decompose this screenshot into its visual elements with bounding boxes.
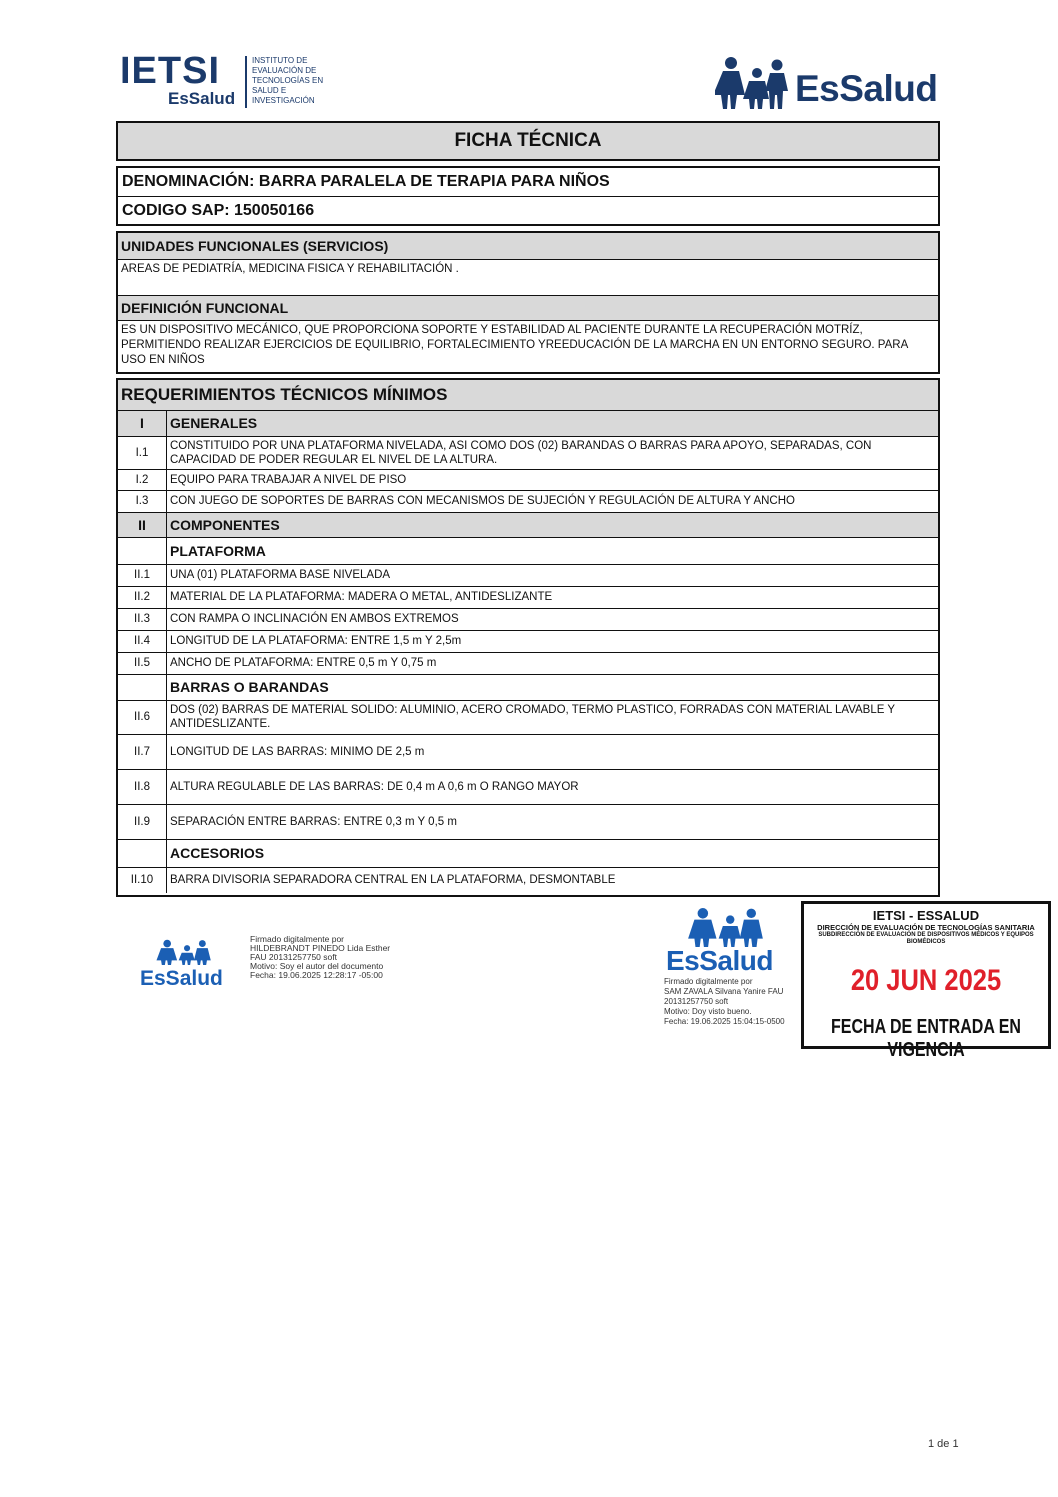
item-text: CON JUEGO DE SOPORTES DE BARRAS CON MECANISMOS DE SUJECIÓN Y REGULACIÓN DE ALTURA Y ANCHO <box>167 490 939 512</box>
table-row <box>118 804 938 839</box>
ietsi-logo-fullname: INSTITUTO DE EVALUACIÓN DE TECNOLOGÍAS EN SALUD E INVESTIGACIÓN <box>252 56 324 105</box>
ietsi-logo-word: IETSI <box>120 50 221 92</box>
subsection-label: BARRAS O BARANDAS <box>167 674 939 700</box>
item-code: I.1 <box>118 436 167 469</box>
section-row-generales <box>118 411 938 436</box>
section-code: II <box>118 512 167 537</box>
table-row <box>118 630 938 652</box>
section-code: I <box>118 411 167 436</box>
item-code: II.1 <box>118 564 167 586</box>
requirements-title: REQUERIMIENTOS TÉCNICOS MÍNIMOS <box>118 380 938 411</box>
item-text: UNA (01) PLATAFORMA BASE NIVELADA <box>167 564 939 586</box>
item-text: SEPARACIÓN ENTRE BARRAS: ENTRE 0,3 m Y 0,5 m <box>167 804 939 839</box>
family-icon <box>715 55 791 109</box>
table-row <box>118 867 938 893</box>
item-code: II.9 <box>118 804 167 839</box>
essalud-word: EsSalud <box>140 967 223 990</box>
ietsi-logo <box>120 52 340 110</box>
essalud-word: EsSalud <box>666 945 773 976</box>
item-code: II.4 <box>118 630 167 652</box>
table-row <box>118 734 938 769</box>
subsection-row-barras <box>118 674 938 700</box>
unidades-text: AREAS DE PEDIATRÍA, MEDICINA FISICA Y REHABILITACIÓN . <box>118 260 938 296</box>
essalud-logo <box>715 55 943 113</box>
table-row <box>118 769 938 804</box>
item-text: BARRA DIVISORIA SEPARADORA CENTRAL EN LA PLATAFORMA, DESMONTABLE <box>167 867 939 893</box>
item-code: II.8 <box>118 769 167 804</box>
item-text: DOS (02) BARRAS DE MATERIAL SOLIDO: ALUMINIO, ACERO CROMADO, TERMO PLASTICO, FORRADAS CON MATERIAL LAVABLE Y ANTIDESLIZANTE. <box>167 700 939 734</box>
digital-signature-2 <box>662 905 802 1030</box>
item-text: CON RAMPA O INCLINACIÓN EN AMBOS EXTREMOS <box>167 608 939 630</box>
stamp-date: 20 JUN 2025 <box>850 964 1002 997</box>
item-text: LONGITUD DE LAS BARRAS: MINIMO DE 2,5 m <box>167 734 939 769</box>
denominacion: DENOMINACIÓN: BARRA PARALELA DE TERAPIA PARA NIÑOS <box>122 173 610 190</box>
item-text: MATERIAL DE LA PLATAFORMA: MADERA O METAL, ANTIDESLIZANTE <box>167 586 939 608</box>
stamp-subdirection: SUBDIRECCIÓN DE EVALUACIÓN DE DISPOSITIVOS MÉDICOS Y EQUIPOS BIOMÉDICOS <box>818 932 1034 945</box>
table-row <box>118 469 938 490</box>
requirements-box <box>116 378 940 897</box>
table-row <box>118 586 938 608</box>
item-code: II.3 <box>118 608 167 630</box>
stamp-direction: DIRECCIÓN DE EVALUACIÓN DE TECNOLOGÍAS SANITARIA <box>817 923 1035 932</box>
item-text: LONGITUD DE LA PLATAFORMA: ENTRE 1,5 m Y 2,5m <box>167 630 939 652</box>
item-code: I.3 <box>118 490 167 512</box>
logo-divider <box>245 56 247 108</box>
document-title: FICHA TÉCNICA <box>116 121 940 161</box>
definicion-text: ES UN DISPOSITIVO MECÁNICO, QUE PROPORCIONA SOPORTE Y ESTABILIDAD AL PACIENTE DURANTE LA RECUPERACIÓN MOTRÍZ, PERMITIENDO REALIZAR EJERCICIOS DE EQUILIBRIO, FORTALECIMIENTO YREEDUCACIÓN DE LA MARCHA EN UN ENTORNO SEGURO. PARA USO EN NIÑOS <box>121 324 908 366</box>
table-row <box>118 490 938 512</box>
subsection-row-accesorios <box>118 839 938 867</box>
ietsi-logo-sub: EsSalud <box>168 89 236 108</box>
stamp-label: FECHA DE ENTRADA EN VIGENCIA <box>831 1016 1021 1061</box>
identification-box <box>116 166 940 226</box>
signature-2-text: Firmado digitalmente por SAM ZAVALA Silvana Yanire FAU 20131257750 soft Motivo: Doy visto bueno. Fecha: 19.06.2025 15:04:15-0500 <box>664 977 785 1026</box>
table-row <box>118 436 938 469</box>
item-text: CONSTITUIDO POR UNA PLATAFORMA NIVELADA, ASI COMO DOS (02) BARANDAS O BARRAS PARA APOYO, SEPARADAS, CON CAPACIDAD DE PODER REGULAR EL NIVEL DE LA ALTURA. <box>167 436 939 469</box>
item-code: II.10 <box>118 867 167 893</box>
page-number: 1 de 1 <box>928 1438 959 1450</box>
requirements-table <box>118 411 938 893</box>
section-label: GENERALES <box>167 411 939 436</box>
essalud-logo-word: EsSalud <box>795 68 938 109</box>
table-row <box>118 652 938 674</box>
subsection-row-plataforma <box>118 537 938 564</box>
item-text: EQUIPO PARA TRABAJAR A NIVEL DE PISO <box>167 469 939 490</box>
item-code: II.7 <box>118 734 167 769</box>
family-icon <box>686 907 766 947</box>
table-row <box>118 700 938 734</box>
section-row-componentes <box>118 512 938 537</box>
table-row <box>118 564 938 586</box>
item-code: II.5 <box>118 652 167 674</box>
subsection-label: ACCESORIOS <box>167 839 939 867</box>
item-code: II.2 <box>118 586 167 608</box>
digital-signature-1 <box>140 933 410 993</box>
functional-info-box <box>116 231 940 374</box>
validity-stamp <box>801 901 1051 1061</box>
section-label: COMPONENTES <box>167 512 939 537</box>
signature-1-text: Firmado digitalmente por HILDEBRANDT PINEDO Lida Esther FAU 20131257750 soft Motivo: Soy el autor del documento Fecha: 19.06.2025 12:28:17 -05:00 <box>250 934 391 980</box>
definicion-heading: DEFINICIÓN FUNCIONAL <box>118 296 938 321</box>
unidades-heading: UNIDADES FUNCIONALES (SERVICIOS) <box>118 233 938 260</box>
codigo-sap: CODIGO SAP: 150050166 <box>118 196 938 225</box>
item-text: ANCHO DE PLATAFORMA: ENTRE 0,5 m Y 0,75 m <box>167 652 939 674</box>
subsection-label: PLATAFORMA <box>167 537 939 564</box>
item-code: II.6 <box>118 700 167 734</box>
item-text: ALTURA REGULABLE DE LAS BARRAS: DE 0,4 m A 0,6 m O RANGO MAYOR <box>167 769 939 804</box>
stamp-organization: IETSI - ESSALUD <box>872 908 980 923</box>
table-row <box>118 608 938 630</box>
item-code: I.2 <box>118 469 167 490</box>
essalud-logo-small <box>140 939 223 993</box>
family-icon <box>154 939 214 965</box>
